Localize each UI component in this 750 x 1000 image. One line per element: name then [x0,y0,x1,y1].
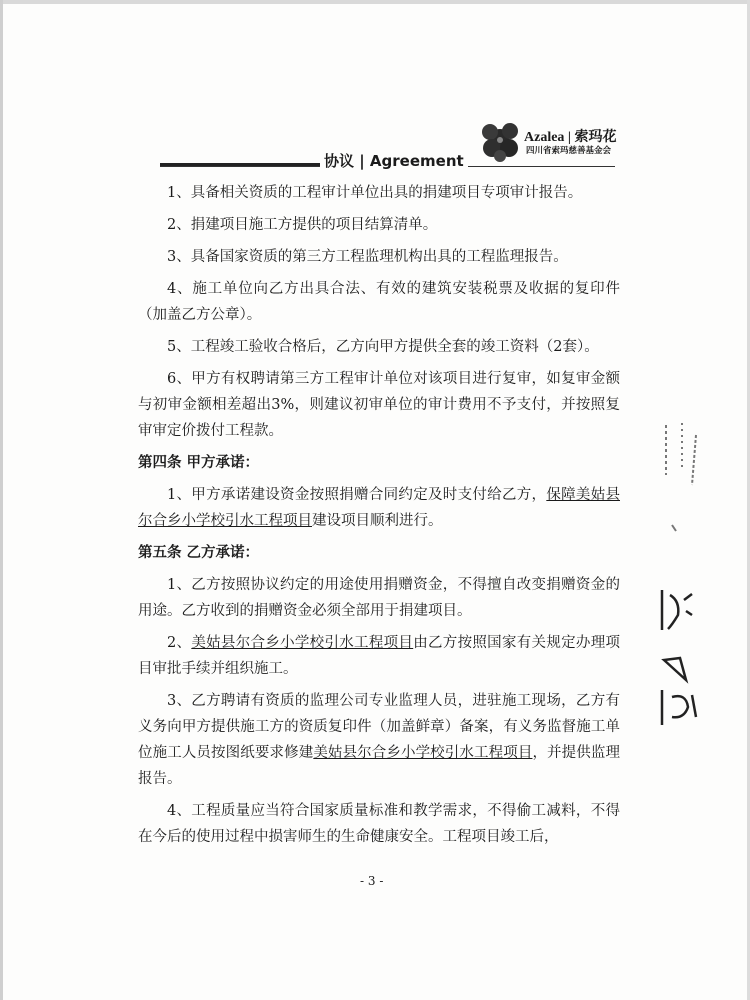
clause-3-item-5: 5、工程竣工验收合格后，乙方向甲方提供全套的竣工资料（2套）。 [167,339,599,355]
clause-5-item-4: 4、工程质量应当符合国家质量标准和教学需求，不得偷工减料，不得在今后的使用过程中损害师生的生命健康安全。工程项目竣工后， [138,803,620,845]
clause-5-item-2 [138,630,620,682]
article-4-heading: 第四条 甲方承诺： [138,454,260,471]
project-name-underlined: 美姑县尔合乡小学校引水工程项目 [191,635,414,651]
clause-3-item-6: 6、甲方有权聘请第三方工程审计单位对该项目进行复审，如复审金额与初审金额相差超出3%，则建议初审单位的审计费用不予支付，并按照复审审定价拨付工程款。 [138,371,620,439]
foundation-logo [470,118,620,166]
clause-4-item-1 [138,482,620,534]
agreement-body [138,174,620,850]
clause-5-item-1: 1、乙方按照协议约定的用途使用捐赠资金，不得擅自改变捐赠资金的用途。乙方收到的捐赠资金必须全部用于捐建项目。 [138,577,620,619]
article-5-heading: 第五条 乙方承诺： [138,544,260,561]
azalea-flower-icon [478,118,522,164]
clause-5-item-3-text: 3、乙方聘请有资质的监理公司专业监理人员，进驻施工现场，乙方有义务向甲方提供施工方的资质复印件（加盖鲜章）备案，有义务监督施工单位施工人员按图纸要求修建 [138,693,620,761]
logo-brand-text: Azalea | 索玛花 [524,130,617,145]
clause-3-item-2: 2、捐建项目施工方提供的项目结算清单。 [167,217,438,233]
clause-4-item-1-text: 1、甲方承诺建设资金按照捐赠合同约定及时支付给乙方， [167,487,547,503]
header-title: 协议 | Agreement [320,150,468,171]
logo-org-name: 四川省索玛慈善基金会 [526,146,612,156]
clause-4-item-1-tail: 建设项目顺利进行。 [312,513,443,529]
clause-5-item-2-num: 2、 [167,635,192,651]
clause-5-item-3 [138,688,620,792]
page-number: - 3 - [360,874,384,888]
clause-5-item-3-tail: ，并提供监理报告。 [138,745,620,787]
clause-3-item-1: 1、具备相关资质的工程审计单位出具的捐建项目专项审计报告。 [167,185,583,201]
project-name-underlined: 保障美姑县尔合乡小学校引水工程项目 [138,487,620,529]
scan-edge-top [0,0,750,4]
seal-fragment-marks [652,405,712,725]
scan-edge-left [0,0,3,1000]
clause-3-item-4: 4、施工单位向乙方出具合法、有效的建筑安装税票及收据的复印件（加盖乙方公章）。 [138,281,620,323]
project-name-underlined: 美姑县尔合乡小学校引水工程项目 [313,745,533,761]
clause-5-item-2-text: 由乙方按照国家有关规定办理项目审批手续并组织施工。 [138,635,621,677]
clause-3-item-3: 3、具备国家资质的第三方工程监理机构出具的工程监理报告。 [167,249,568,265]
seal-fragment [652,405,712,725]
